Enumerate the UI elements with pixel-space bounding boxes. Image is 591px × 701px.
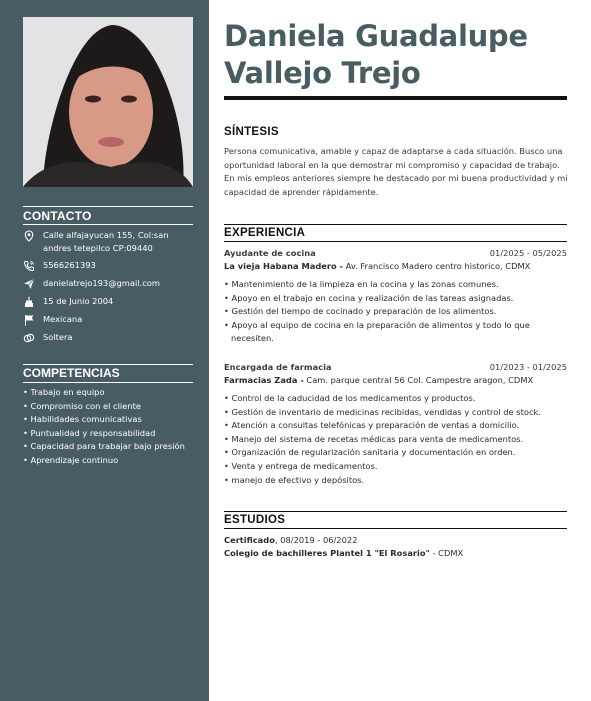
divider bbox=[224, 241, 567, 242]
flag-icon bbox=[23, 314, 35, 326]
contact-title: CONTACTO bbox=[23, 209, 92, 223]
send-icon bbox=[23, 278, 35, 290]
company-name: La vieja Habana Madero - bbox=[224, 261, 344, 271]
sidebar bbox=[0, 0, 209, 701]
nationality-text: Mexicana bbox=[43, 314, 83, 324]
education-degree-line bbox=[224, 534, 567, 547]
divider bbox=[224, 511, 567, 512]
contact-birthday bbox=[23, 295, 193, 308]
phone-icon bbox=[23, 260, 35, 272]
education-entry bbox=[224, 534, 567, 559]
name-line-1: Daniela Guadalupe bbox=[224, 19, 528, 53]
job-dates: 01/2025 - 05/2025 bbox=[489, 248, 567, 258]
skill-item: • Trabajo en equipo bbox=[23, 386, 203, 400]
phone-text: 5566261393 bbox=[43, 260, 96, 270]
contact-marital-status bbox=[23, 331, 193, 344]
skills-list bbox=[23, 386, 203, 468]
task-item: • Venta y entrega de medicamentos. bbox=[224, 460, 567, 474]
job-title: Encargada de farmacia bbox=[224, 362, 332, 372]
experience-title: EXPERIENCIA bbox=[224, 227, 306, 239]
job-title: Ayudante de cocina bbox=[224, 248, 316, 258]
task-item: • Apoyo en el trabajo en cocina y realización de las tareas asignadas. bbox=[224, 292, 567, 306]
name-line-2: Vallejo Trejo bbox=[224, 56, 421, 90]
degree: Certificado bbox=[224, 535, 275, 545]
job-dates: 01/2023 - 01/2025 bbox=[489, 362, 567, 372]
summary-title: SÍNTESIS bbox=[224, 126, 279, 138]
full-name bbox=[224, 18, 574, 92]
profile-photo bbox=[23, 17, 193, 187]
skill-item: • Habilidades comunicativas bbox=[23, 413, 203, 427]
skill-item: • Puntualidad y responsabilidad bbox=[23, 427, 203, 441]
divider bbox=[224, 528, 567, 529]
job-entry bbox=[224, 247, 567, 346]
email-text: danielatrejo193@gmail.com bbox=[43, 278, 160, 288]
task-item: • Control de la caducidad de los medicamentos y productos. bbox=[224, 392, 567, 406]
education-school-line bbox=[224, 547, 567, 560]
location-pin-icon bbox=[23, 230, 35, 242]
company-name: Farmacias Zada - bbox=[224, 375, 304, 385]
task-item: • Apoyo al equipo de cocina en la preparación de alimentos y todo lo que necesiten. bbox=[224, 319, 567, 346]
task-item: • Atención a consultas telefónicas y preparación de ventas a domicilio. bbox=[224, 419, 567, 433]
task-item: • Organización de regularización sanitaria y documentación en orden. bbox=[224, 446, 567, 460]
job-entry bbox=[224, 361, 567, 487]
task-list bbox=[224, 278, 567, 346]
skill-item: • Compromiso con el cliente bbox=[23, 400, 203, 414]
education-dates: , 08/2019 - 06/2022 bbox=[274, 535, 358, 545]
birthday-cake-icon bbox=[23, 296, 35, 308]
education-title: ESTUDIOS bbox=[224, 514, 286, 526]
address-text: Calle alfajayucan 155, Col:san andres tetepilco CP:09440 bbox=[43, 230, 169, 253]
rings-icon bbox=[23, 332, 35, 344]
job-company bbox=[224, 373, 567, 387]
task-item: • Manejo del sistema de recetas médicas para venta de medicamentos. bbox=[224, 433, 567, 447]
skills-title: COMPETENCIAS bbox=[23, 366, 120, 380]
school-name: Colegio de bachilleres Plantel 1 "El Rosario" bbox=[224, 547, 430, 558]
task-item: • manejo de efectivo y depósitos. bbox=[224, 474, 567, 488]
skill-item: • Aprendizaje continuo bbox=[23, 454, 203, 468]
task-item: • Mantenimiento de la limpieza en la cocina y las zonas comunes. bbox=[224, 278, 567, 292]
skill-item: • Capacidad para trabajar bajo presión bbox=[23, 440, 203, 454]
divider bbox=[23, 382, 193, 383]
marital-status-text: Soltera bbox=[43, 332, 73, 342]
birthdate-text: 15 de Junio 2004 bbox=[43, 296, 114, 306]
summary-text: Persona comunicativa, amable y capaz de adaptarse a cada situación. Busco una oportunidad laboral en la que demostrar mi compromiso y capacidad de trabajo. En mis empleos anteriores siempre he destacado por mi buena productividad y mi capacidad de aprender rápidamente. bbox=[224, 146, 568, 197]
task-item: • Gestión del tiempo de cocinado y preparación de los alimentos. bbox=[224, 305, 567, 319]
task-item: • Gestión de inventario de medicinas recibidas, vendidas y control de stock. bbox=[224, 406, 567, 420]
job-company bbox=[224, 259, 567, 273]
contact-list bbox=[23, 229, 193, 349]
task-list bbox=[224, 392, 567, 487]
contact-address bbox=[23, 229, 193, 254]
divider bbox=[23, 364, 193, 365]
name-underline bbox=[224, 96, 567, 100]
school-location: - CDMX bbox=[429, 547, 464, 558]
contact-phone bbox=[23, 259, 193, 272]
contact-nationality bbox=[23, 313, 193, 326]
divider bbox=[224, 224, 567, 225]
company-location: Av. Francisco Madero centro historico, CDMX bbox=[343, 261, 531, 271]
divider bbox=[23, 224, 193, 225]
contact-email bbox=[23, 277, 193, 290]
company-location: Cam. parque central 56 Col. Campestre aragon, CDMX bbox=[303, 375, 534, 385]
